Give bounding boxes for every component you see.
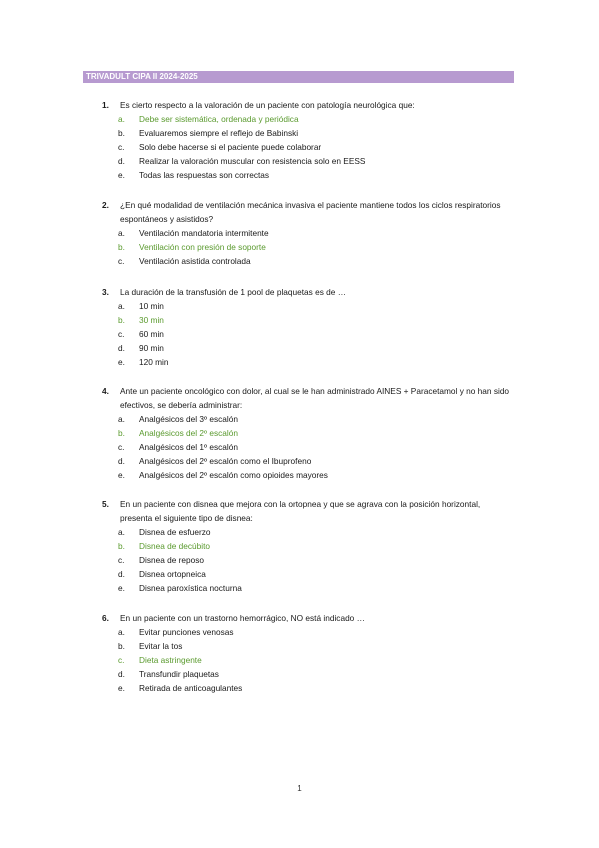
option-text: 60 min xyxy=(139,329,164,339)
document-title: TRIVADULT CIPA II 2024-2025 xyxy=(86,72,198,81)
option-text: Disnea de esfuerzo xyxy=(139,527,211,537)
option-text: Realizar la valoración muscular con resistencia solo en EESS xyxy=(139,156,366,166)
question-row xyxy=(102,98,512,112)
answer-option-correct xyxy=(118,240,512,254)
option-letter: b. xyxy=(118,128,125,138)
answer-option xyxy=(118,681,512,695)
option-letter: b. xyxy=(118,541,125,551)
option-letter: b. xyxy=(118,315,125,325)
option-text: Analgésicos del 2º escalón xyxy=(139,428,238,438)
question-row xyxy=(102,611,512,625)
question-text: En un paciente con disnea que mejora con la ortopnea y que se agrava con la posición horizontal, presenta el siguiente tipo de disnea: xyxy=(120,499,481,523)
option-letter: e. xyxy=(118,357,125,367)
option-letter: b. xyxy=(118,641,125,651)
option-text: Analgésicos del 3º escalón xyxy=(139,414,238,424)
answer-option xyxy=(118,140,512,154)
option-text: Analgésicos del 2º escalón como el Ibuprofeno xyxy=(139,456,312,466)
question-number: 5. xyxy=(102,499,109,509)
option-letter: c. xyxy=(118,655,125,665)
answer-option xyxy=(118,639,512,653)
option-text: Transfundir plaquetas xyxy=(139,669,219,679)
option-text: Dieta astringente xyxy=(139,655,202,665)
option-text: Ventilación mandatoria intermitente xyxy=(139,228,269,238)
answer-option xyxy=(118,168,512,182)
option-letter: e. xyxy=(118,683,125,693)
option-letter: c. xyxy=(118,256,125,266)
option-text: Disnea ortopneica xyxy=(139,569,206,579)
answer-option xyxy=(118,454,512,468)
answer-option-correct xyxy=(118,112,512,126)
option-text: Disnea de reposo xyxy=(139,555,205,565)
question-text: La duración de la transfusión de 1 pool de plaquetas es de … xyxy=(120,287,347,297)
option-letter: a. xyxy=(118,414,125,424)
option-text: Solo debe hacerse si el paciente puede colaborar xyxy=(139,142,322,152)
answer-option xyxy=(118,341,512,355)
question-number: 1. xyxy=(102,100,109,110)
answer-option xyxy=(118,327,512,341)
answer-option xyxy=(118,299,512,313)
option-letter: d. xyxy=(118,456,125,466)
option-letter: c. xyxy=(118,329,125,339)
answer-option xyxy=(118,525,512,539)
option-letter: a. xyxy=(118,627,125,637)
question-row xyxy=(102,497,512,525)
question-4 xyxy=(102,384,512,482)
answer-option xyxy=(118,567,512,581)
option-letter: c. xyxy=(118,142,125,152)
question-text: En un paciente con un trastorno hemorrágico, NO está indicado … xyxy=(120,613,365,623)
option-letter: c. xyxy=(118,442,125,452)
question-text: Ante un paciente oncológico con dolor, al cual se le han administrado AINES + Paracetamol y no han sido efectivos, se debería administrar: xyxy=(120,386,510,410)
answer-option-correct xyxy=(118,539,512,553)
answer-option-correct xyxy=(118,653,512,667)
option-letter: d. xyxy=(118,569,125,579)
question-5 xyxy=(102,497,512,595)
answer-option xyxy=(118,553,512,567)
answer-option xyxy=(118,440,512,454)
option-text: 120 min xyxy=(139,357,169,367)
option-letter: a. xyxy=(118,301,125,311)
option-text: Retirada de anticoagulantes xyxy=(139,683,243,693)
question-6 xyxy=(102,611,512,695)
answer-option xyxy=(118,126,512,140)
answer-option xyxy=(118,355,512,369)
question-1 xyxy=(102,98,512,182)
question-row xyxy=(102,198,512,226)
option-letter: a. xyxy=(118,114,125,124)
option-letter: e. xyxy=(118,470,125,480)
question-row xyxy=(102,285,512,299)
answer-option-correct xyxy=(118,426,512,440)
question-2 xyxy=(102,198,512,268)
question-number: 2. xyxy=(102,200,109,210)
answer-option xyxy=(118,412,512,426)
answer-option xyxy=(118,625,512,639)
option-letter: b. xyxy=(118,242,125,252)
question-text: Es cierto respecto a la valoración de un paciente con patología neurológica que: xyxy=(120,100,415,110)
option-letter: b. xyxy=(118,428,125,438)
answer-option xyxy=(118,468,512,482)
answer-option xyxy=(118,154,512,168)
answer-option xyxy=(118,667,512,681)
option-letter: e. xyxy=(118,583,125,593)
question-number: 3. xyxy=(102,287,109,297)
option-text: Evaluaremos siempre el reflejo de Babinski xyxy=(139,128,299,138)
answer-option xyxy=(118,254,512,268)
answer-option-correct xyxy=(118,313,512,327)
option-letter: a. xyxy=(118,527,125,537)
option-text: Analgésicos del 1º escalón xyxy=(139,442,238,452)
option-text: Evitar punciones venosas xyxy=(139,627,234,637)
option-text: Ventilación asistida controlada xyxy=(139,256,251,266)
page-number: 1 xyxy=(297,784,302,793)
option-text: Disnea paroxística nocturna xyxy=(139,583,242,593)
question-row xyxy=(102,384,512,412)
question-number: 4. xyxy=(102,386,109,396)
option-text: Analgésicos del 2º escalón como opioides mayores xyxy=(139,470,328,480)
question-number: 6. xyxy=(102,613,109,623)
option-text: Debe ser sistemática, ordenada y periódica xyxy=(139,114,299,124)
option-letter: c. xyxy=(118,555,125,565)
option-text: 30 min xyxy=(139,315,164,325)
option-text: Todas las respuestas son correctas xyxy=(139,170,270,180)
option-text: Disnea de decúbito xyxy=(139,541,211,551)
option-text: Ventilación con presión de soporte xyxy=(139,242,266,252)
answer-option xyxy=(118,226,512,240)
option-text: 10 min xyxy=(139,301,164,311)
option-text: Evitar la tos xyxy=(139,641,183,651)
option-text: 90 min xyxy=(139,343,164,353)
option-letter: d. xyxy=(118,156,125,166)
option-letter: d. xyxy=(118,343,125,353)
option-letter: a. xyxy=(118,228,125,238)
option-letter: e. xyxy=(118,170,125,180)
question-text: ¿En qué modalidad de ventilación mecánica invasiva el paciente mantiene todos los ciclos respiratorios espontáneos y asistidos? xyxy=(120,200,501,224)
question-3 xyxy=(102,285,512,369)
answer-option xyxy=(118,581,512,595)
option-letter: d. xyxy=(118,669,125,679)
